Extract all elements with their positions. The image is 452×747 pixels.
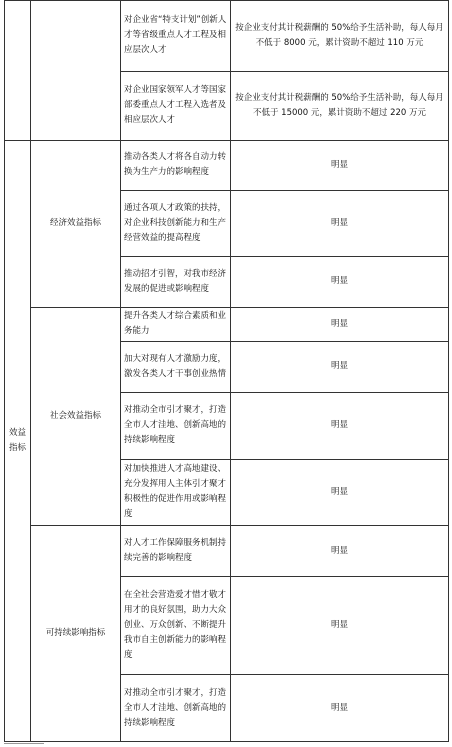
indicator-value: 明显 — [231, 675, 449, 742]
indicator-description: 推动各类人才将各自动力转换为生产力的影响程度 — [121, 140, 231, 191]
indicator-value: 明显 — [231, 140, 449, 191]
indicator-description: 对加快推进人才高地建设、充分发挥用人主体引才聚才积极性的促进作用或影响程度 — [121, 459, 231, 526]
indicator-description: 对企业省“特支计划”创新人才等省级重点人才工程及相应层次人才 — [121, 1, 231, 72]
indicator-description: 通过各项人才政策的扶持，对企业科技创新能力和生产经营效益的提高程度 — [121, 191, 231, 257]
performance-indicator-table — [4, 0, 449, 742]
indicator-value: 明显 — [231, 191, 449, 257]
indicator-value: 明显 — [231, 392, 449, 459]
indicator-description: 对推动全市引才聚才，打造全市人才洼地、创新高地的持续影响程度 — [121, 392, 231, 459]
table-row — [5, 526, 449, 577]
table-row — [5, 307, 449, 341]
indicator-value: 明显 — [231, 307, 449, 341]
category-cell — [5, 140, 31, 741]
indicator-description: 在全社会营造爱才惜才敬才用才的良好氛围，助力大众创业、万众创新、不断提升我市自主创新能力的影响程度 — [121, 576, 231, 674]
indicator-value: 明显 — [231, 257, 449, 308]
indicator-description: 对人才工作保障服务机制持续完善的影响程度 — [121, 526, 231, 577]
indicator-description: 加大对现有人才激励力度，激发各类人才干事创业热情 — [121, 342, 231, 393]
indicator-value: 按企业支付其计税薪酬的 50%给予生活补助，每人每月不低于 8000 元，累计资助不超过 110 万元 — [231, 1, 449, 72]
category-label: 效益 指标 — [8, 427, 26, 453]
indicator-description: 对推动全市引才聚才，打造全市人才洼地、创新高地的持续影响程度 — [121, 675, 231, 742]
indicator-value: 明显 — [231, 342, 449, 393]
subcategory-cell-empty — [31, 1, 121, 141]
subcategory-sustainable: 可持续影响指标 — [31, 526, 121, 742]
table-row — [5, 140, 449, 191]
indicator-description: 推动招才引智，对我市经济发展的促进或影响程度 — [121, 257, 231, 308]
indicator-value: 明显 — [231, 459, 449, 526]
indicator-description: 提升各类人才综合素质和业务能力 — [121, 307, 231, 341]
indicator-description: 对企业国家领军人才等国家部委重点人才工程入选者及相应层次人才 — [121, 71, 231, 140]
indicator-value: 明显 — [231, 576, 449, 674]
subcategory-economic: 经济效益指标 — [31, 140, 121, 307]
category-cell-empty — [5, 1, 31, 141]
page-edge-mark — [4, 743, 44, 744]
indicator-value: 明显 — [231, 526, 449, 577]
indicator-value: 按企业支付其计税薪酬的 50%给予生活补助，每人每月不低于 15000 元，累计资助不超过 220 万元 — [231, 71, 449, 140]
subcategory-social: 社会效益指标 — [31, 307, 121, 526]
table-row — [5, 1, 449, 72]
